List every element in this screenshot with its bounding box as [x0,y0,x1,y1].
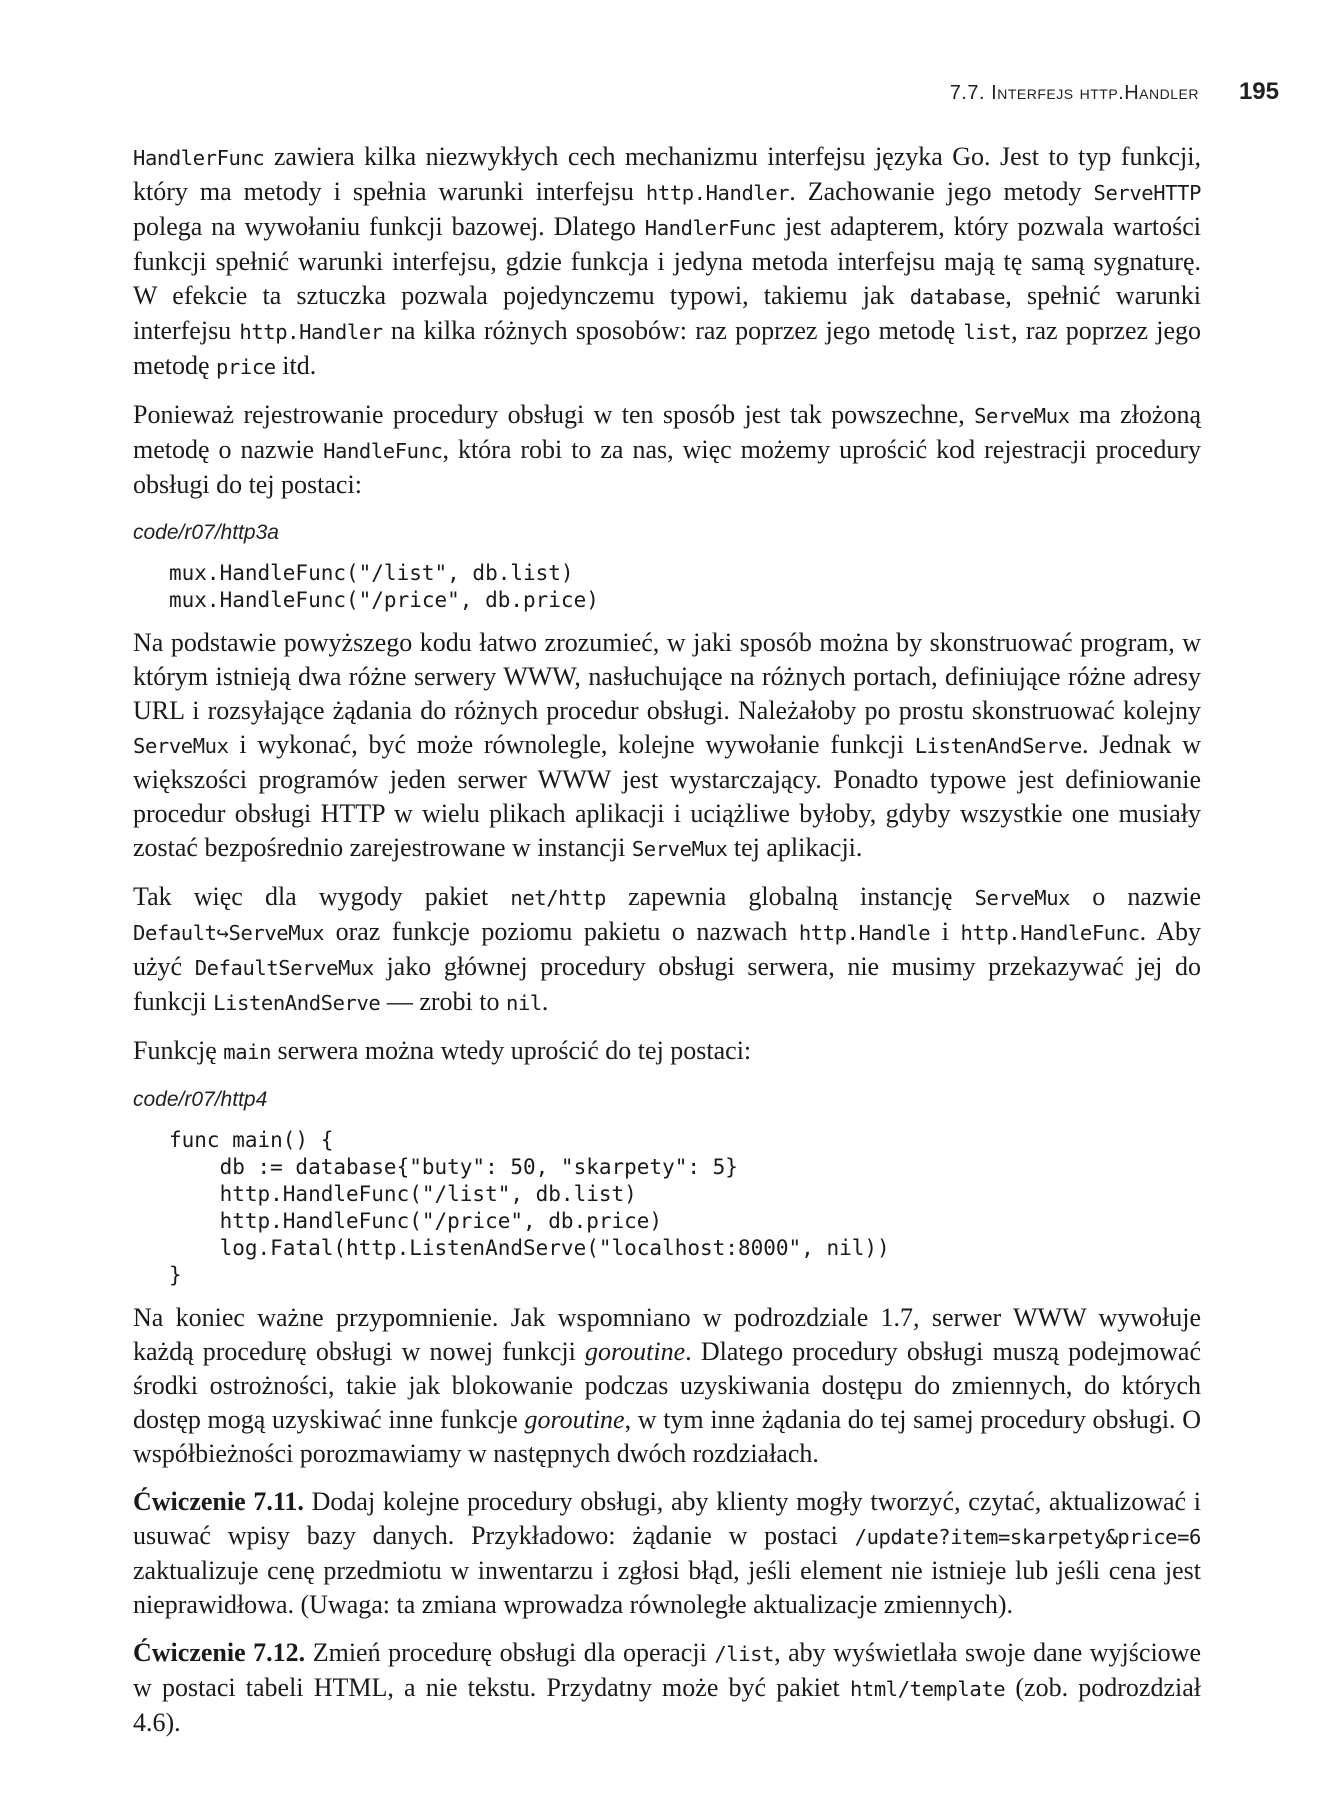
inline-code: http.Handler [645,181,790,205]
text-run: . Jednak w większości programów jeden serwer WWW jest wystarczający. Ponadto typowe jest definiowanie procedur obsługi HTTP w wielu plikach aplikacji i uciążliwe byłoby, gdyby wszystkie one musiały zostać bezpośrednio zarejestrowane w instancji [133,730,1201,862]
text-run: na kilka różnych sposobów: raz poprzez jego metodę [382,316,964,345]
running-header [950,78,1279,106]
text-run: jest adapterem, który pozwala wartości funkcji spełnić warunki interfejsu, gdzie funkcja i jedyna metoda interfejsu mają tę samą sygnaturę. W efekcie ta sztuczka pozwala pojedynczemu typowi, takiemu jak [133,212,1202,310]
text-run: tej aplikacji. [727,833,863,862]
inline-code: list [963,320,1012,344]
emphasis: goroutine [524,1405,625,1434]
inline-code: ServeHTTP [1093,181,1202,205]
text-run: ma złożoną metodę o nazwie [133,400,1201,464]
inline-code: /list [714,1642,775,1666]
inline-code: HandlerFunc [133,146,265,170]
inline-code: ServeMux [133,734,229,758]
inline-code: /update?item=skarpety&price=6 [854,1525,1201,1549]
page-body [133,140,1201,1754]
inline-code: http.HandleFunc [960,921,1140,945]
inline-code: ServeMux [974,886,1071,910]
text-run: , w tym inne żądania do tej samej procedury obsługi. O współbieżności porozmawiamy w następnych dwóch rozdziałach. [133,1405,1202,1468]
inline-code: html/template [849,1677,1006,1701]
text-run: Funkcję [133,1036,224,1065]
code-listing-1: mux.HandleFunc("/list", db.list) mux.HandleFunc("/price", db.price) [169,561,599,612]
text-run: . Aby użyć [133,917,1201,981]
inline-code: net/http [510,886,606,910]
text-run: Tak więc dla wygody pakiet [133,882,511,911]
text-run: jako głównej procedury obsługi serwera, nie musimy przekazywać jej do funkcji [133,952,1201,1016]
text-run: i wykonać, być może równolegle, kolejne wywołanie funkcji [228,730,915,759]
code-listing-2: func main() { db := database{"buty": 50, "skarpety": 5} http.HandleFunc("/list", db.list) http.HandleFunc("/price", db.price) log.Fatal(http.ListenAndServe("localhost:8000", nil)) } [169,1128,890,1287]
inline-code: price [216,355,276,379]
text-run: (zob. podrozdział 4.6). [133,1673,1201,1737]
inline-code: HandlerFunc [644,216,777,240]
exercise-title: Ćwiczenie 7.12. [133,1638,306,1667]
exercise-7-12 [133,1636,1201,1740]
exercise-title: Ćwiczenie 7.11. [133,1487,304,1516]
page-number: 195 [1238,78,1279,105]
text-run: . [541,987,549,1016]
text-run: , która robi to za nas, więc możemy uprościć kod rejestracji procedury obsługi do tej postaci: [133,435,1201,499]
code-source-label-2: code/r07/http4 [133,1088,268,1111]
paragraph-4 [133,880,1201,1020]
text-run: oraz funkcje poziomu pakietu o nazwach [324,917,799,946]
text-run: Zmień procedurę obsługi dla operacji [305,1638,715,1667]
paragraph-3 [133,626,1201,866]
inline-code: database [909,285,1006,309]
inline-code: Default↪ServeMux [133,921,325,945]
inline-code: ServeMux [631,837,728,861]
paragraph-5 [133,1034,1201,1069]
text-run: i [930,917,961,946]
paragraph-1 [133,140,1201,384]
text-run: itd. [275,351,317,380]
inline-code: http.Handler [239,320,383,344]
text-run: . Dlatego procedury obsługi muszą podejmować środki ostrożności, takie jak blokowanie podczas uzyskiwania dostępu do zmiennych, do których dostęp mogą uzyskiwać inne funkcje [133,1337,1201,1434]
text-run: zaktualizuje cenę przedmiotu w inwentarzu i zgłosi błąd, jeśli element nie istnieje lub jeśli cena jest nieprawidłowa. (Uwaga: ta zmiana wprowadza równoległe aktualizacje zmiennych). [133,1556,1201,1619]
text-run: zapewnia globalną instancję [605,882,975,911]
emphasis: goroutine [585,1337,686,1366]
text-run: Na podstawie powyższego kodu łatwo zrozumieć, w jaki sposób można by skonstruować program, w którym istnieją dwa różne serwery WWW, nasłuchujące na różnych portach, definiujące różne adresy URL i rozsyłające żądania do różnych procedur obsługi. Należałoby po prostu skonstruować kolejny [133,628,1201,725]
inline-code: ListenAndServe [213,991,381,1015]
text-run: o nazwie [1070,882,1201,911]
text-run: , spełnić warunki interfejsu [133,281,1202,345]
text-run: . Zachowanie jego metody [789,177,1094,206]
paragraph-2 [133,398,1201,502]
inline-code: HandleFunc [323,439,443,463]
text-run: — zrobi to [380,987,507,1016]
inline-code: nil [506,991,542,1015]
text-run: serwera można wtedy uprościć do tej postaci: [271,1036,752,1065]
inline-code: DefaultServeMux [194,956,374,980]
text-run: , aby wyświetlała swoje dane wyjściowe w postaci tabeli HTML, a nie tekstu. Przydatny może być pakiet [133,1638,1201,1702]
text-run: zawiera kilka niezwykłych cech mechanizmu interfejsu języka Go. Jest to typ funkcji, który ma metody i spełnia warunki interfejsu [133,142,1201,206]
section-title: 7.7. Interfejs http.Handler [949,82,1199,104]
text-run: , raz poprzez jego metodę [133,316,1202,380]
inline-code: http.Handle [798,921,931,945]
paragraph-6 [133,1301,1201,1471]
exercise-7-11 [133,1485,1201,1622]
inline-code: ListenAndServe [914,734,1082,758]
text-run: Ponieważ rejestrowanie procedury obsługi w ten sposób jest tak powszechne, [133,400,975,429]
inline-code: ServeMux [974,404,1070,428]
inline-code: main [223,1040,272,1064]
text-run: Dodaj kolejne procedury obsługi, aby klienty mogły tworzyć, czytać, aktualizować i usuwać wpisy bazy danych. Przykładowo: żądanie w postaci [133,1487,1201,1550]
code-source-label-1: code/r07/http3a [133,521,279,544]
text-run: Na koniec ważne przypomnienie. Jak wspomniano w podrozdziale 1.7, serwer WWW wywołuje każdą procedurę obsługi w nowej funkcji [133,1303,1201,1366]
text-run: polega na wywołaniu funkcji bazowej. Dlatego [133,212,645,241]
